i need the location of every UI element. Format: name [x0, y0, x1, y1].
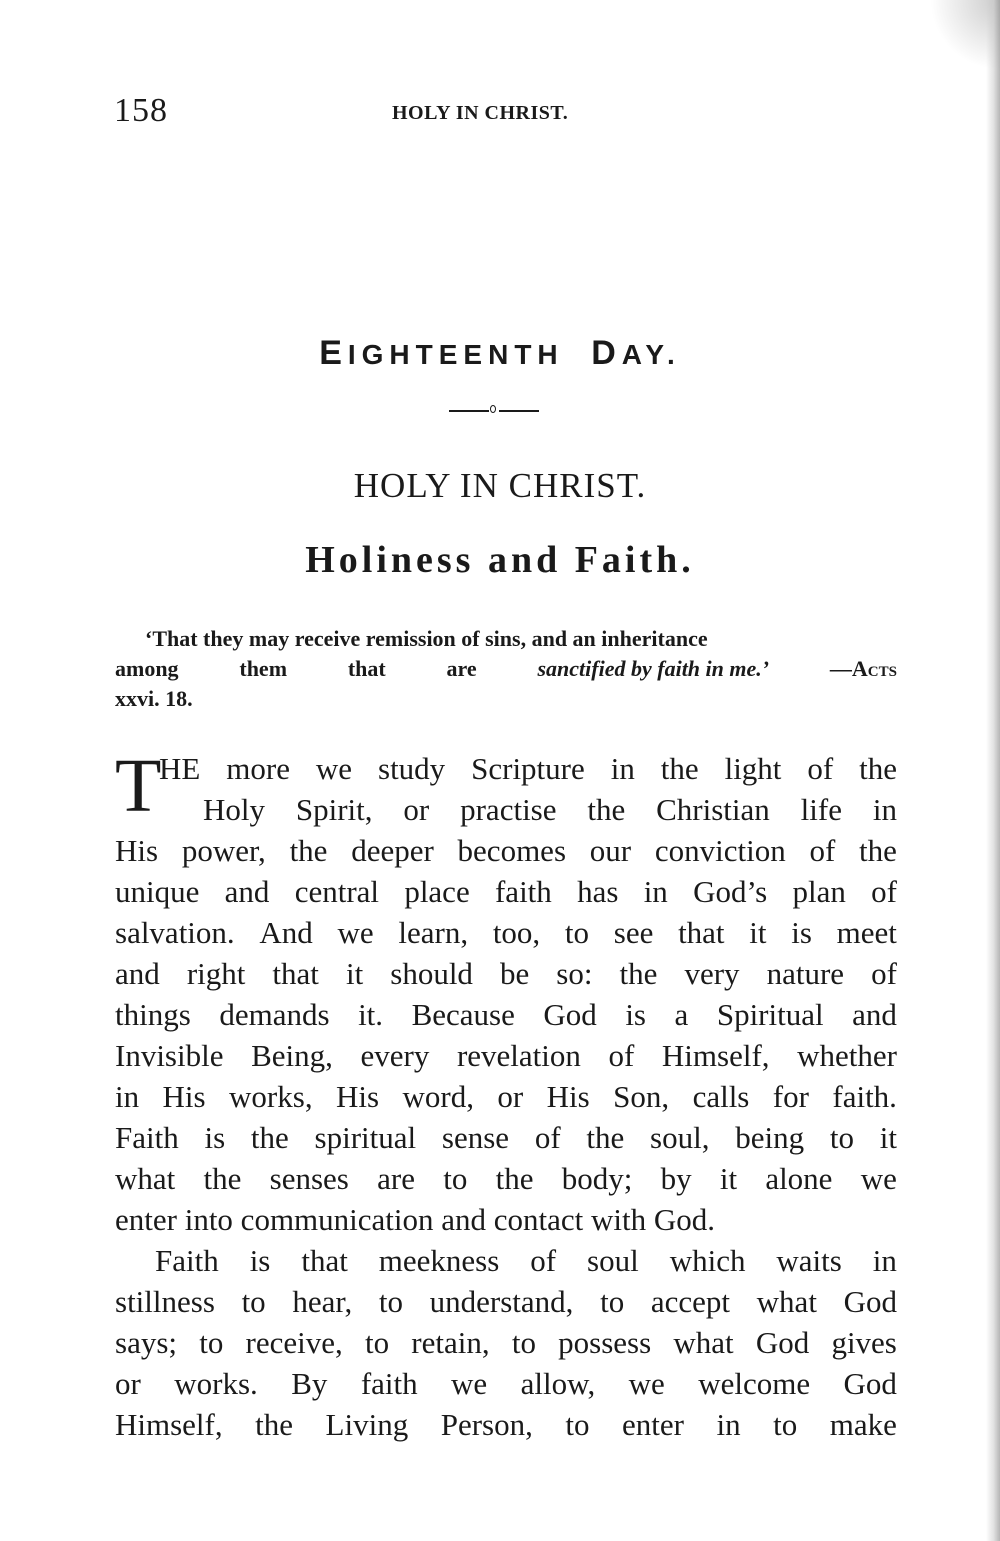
word: calls [692, 1079, 750, 1114]
text-line [115, 871, 897, 912]
word: the [859, 751, 897, 786]
word: we [315, 751, 353, 786]
word: so: [556, 956, 593, 991]
word: has [577, 874, 619, 909]
word: by [660, 1161, 692, 1196]
word: God [755, 1325, 810, 1360]
word: and [115, 956, 160, 991]
word: of [534, 1120, 561, 1155]
text-line: enter into communication and contact with God. [115, 1202, 716, 1237]
text-line [115, 994, 897, 1035]
word: unique [115, 874, 200, 909]
word: of [871, 956, 897, 991]
divider-line-left [449, 410, 489, 412]
word: Faith [155, 1243, 219, 1278]
word: the [587, 792, 626, 827]
word: faith. [832, 1079, 897, 1114]
word: His [336, 1079, 380, 1114]
word: every [360, 1038, 430, 1073]
word: Holy [203, 792, 265, 827]
word: the [859, 833, 897, 868]
word: plan [792, 874, 846, 909]
day-heading-cap-2: D [591, 334, 622, 372]
epigraph [115, 624, 897, 714]
word: Because [411, 997, 515, 1032]
word: or [497, 1079, 524, 1114]
word: in [716, 1407, 741, 1442]
word: hear, [292, 1284, 353, 1319]
word: HE [159, 751, 201, 786]
word: Spiritual [716, 997, 824, 1032]
body-text [115, 744, 897, 1445]
word: in [115, 1079, 140, 1114]
text-line [115, 1404, 897, 1445]
word: to [600, 1284, 625, 1319]
word: we [451, 1366, 488, 1401]
word: place [404, 874, 470, 909]
word: our [589, 833, 632, 868]
epigraph-word: them [239, 656, 288, 681]
word: to [565, 1407, 590, 1442]
word: Person, [440, 1407, 533, 1442]
word: understand, [429, 1284, 574, 1319]
word: the [255, 1407, 294, 1442]
word: is [204, 1120, 226, 1155]
text-line [115, 1158, 897, 1199]
word: enter [622, 1407, 684, 1442]
word: nature [766, 956, 845, 991]
word: in [872, 1243, 897, 1278]
word: it [749, 915, 767, 950]
word: of [807, 751, 834, 786]
word: God’s [693, 874, 768, 909]
word: is [791, 915, 812, 950]
word: more [226, 751, 290, 786]
word: faith [360, 1366, 418, 1401]
word: the [495, 1161, 534, 1196]
word: power, [181, 833, 266, 868]
word: Faith [115, 1120, 179, 1155]
drop-cap: T [115, 744, 162, 828]
word: what [673, 1325, 734, 1360]
text-line [115, 1117, 897, 1158]
chapter-title: HOLY IN CHRIST. [353, 466, 647, 505]
word: body; [561, 1161, 633, 1196]
word: make [829, 1407, 897, 1442]
word: the [289, 833, 328, 868]
word: of [871, 874, 897, 909]
word: we [337, 915, 374, 950]
word: conviction [654, 833, 786, 868]
word: Being, [251, 1038, 333, 1073]
word: to [773, 1407, 798, 1442]
word: accept [650, 1284, 731, 1319]
word: that [272, 956, 319, 991]
word: says; [115, 1325, 177, 1360]
word: His [115, 833, 159, 868]
word: Himself, [115, 1407, 223, 1442]
word: His [162, 1079, 206, 1114]
word: it [719, 1161, 738, 1196]
word: spiritual [314, 1120, 417, 1155]
word: soul, [650, 1120, 710, 1155]
word: what [756, 1284, 817, 1319]
word: to [241, 1284, 266, 1319]
word: or [403, 792, 430, 827]
word: to [511, 1325, 536, 1360]
word: meekness [378, 1243, 500, 1278]
word: to [564, 915, 590, 950]
epigraph-emphasis: sanctified by faith in me.’ [537, 656, 770, 681]
word: of [608, 1038, 635, 1073]
word: welcome [698, 1366, 811, 1401]
word: deeper [351, 833, 434, 868]
word: By [291, 1366, 328, 1401]
word: senses [269, 1161, 349, 1196]
word: of [809, 833, 836, 868]
word: for [772, 1079, 809, 1114]
word: things [115, 997, 191, 1032]
word: in [872, 792, 897, 827]
divider-ornament-icon [490, 405, 496, 413]
word: see [613, 915, 654, 950]
word: is [625, 997, 646, 1032]
text-line [115, 953, 897, 994]
word: Son, [613, 1079, 670, 1114]
word: Scripture [471, 751, 585, 786]
word: learn, [398, 915, 469, 950]
word: is [249, 1243, 271, 1278]
running-head [114, 92, 874, 132]
word: to [378, 1284, 403, 1319]
day-heading-word-1: IGHTEENTH [347, 339, 564, 370]
chapter-subtitle: Holiness and Faith. [305, 539, 695, 581]
word: Christian [656, 792, 770, 827]
word: God [543, 997, 597, 1032]
word: what [115, 1161, 176, 1196]
word: that [678, 915, 725, 950]
running-title: HOLY IN CHRIST. [392, 102, 569, 124]
word: to [199, 1325, 224, 1360]
word: of [530, 1243, 557, 1278]
word: faith [494, 874, 552, 909]
text-line [115, 830, 897, 871]
epigraph-line-3: xxvi. 18. [115, 686, 193, 711]
word: Himself, [661, 1038, 770, 1073]
text-line [115, 789, 897, 830]
word: be [499, 956, 530, 991]
word: being [735, 1120, 805, 1155]
word: practise [460, 792, 557, 827]
word: it [345, 956, 364, 991]
word: the [586, 1120, 625, 1155]
word: to [364, 1325, 390, 1360]
word: becomes [457, 833, 567, 868]
word: works, [229, 1079, 313, 1114]
text-line [115, 912, 897, 953]
word: alone [765, 1161, 833, 1196]
word: are [377, 1161, 415, 1196]
word: waits [776, 1243, 842, 1278]
word: word, [402, 1079, 474, 1114]
word: And [259, 915, 313, 950]
epigraph-word: among [115, 656, 179, 681]
word: study [378, 751, 446, 786]
word: that [301, 1243, 348, 1278]
ornament-divider [449, 404, 539, 416]
word: allow, [520, 1366, 596, 1401]
word: and [852, 997, 897, 1032]
text-line [115, 1240, 897, 1281]
word: Living [325, 1407, 409, 1442]
word: and [224, 874, 270, 909]
word: the [619, 956, 658, 991]
word: very [684, 956, 740, 991]
word: possess [558, 1325, 652, 1360]
page-edge-shadow [986, 0, 1000, 1541]
word: or [115, 1366, 141, 1401]
word: too, [492, 915, 541, 950]
page-number: 158 [114, 92, 168, 129]
word: the [250, 1120, 289, 1155]
day-heading-cap-1: E [319, 334, 348, 372]
word: meet [836, 915, 897, 950]
word: in [643, 874, 668, 909]
word: whether [797, 1038, 897, 1073]
word: central [294, 874, 380, 909]
word: a [674, 997, 689, 1032]
word: receive, [245, 1325, 343, 1360]
word: it. [358, 997, 384, 1032]
epigraph-word: are [446, 656, 477, 681]
word: which [669, 1243, 746, 1278]
word: revelation [456, 1038, 581, 1073]
word: we [860, 1161, 897, 1196]
word: we [628, 1366, 665, 1401]
word: to [829, 1120, 854, 1155]
word: right [186, 956, 246, 991]
word: retain, [411, 1325, 490, 1360]
word: stillness [115, 1284, 215, 1319]
text-line [115, 1035, 897, 1076]
word: should [390, 956, 473, 991]
word: it [879, 1120, 897, 1155]
epigraph-reference: —Acts [829, 656, 897, 681]
word: sense [441, 1120, 510, 1155]
word: salvation. [115, 915, 235, 950]
text-line [115, 1076, 897, 1117]
text-line [115, 1281, 897, 1322]
word: His [546, 1079, 590, 1114]
word: God [843, 1366, 897, 1401]
text-line [115, 1322, 897, 1363]
divider-line-right [499, 410, 539, 412]
word: works. [174, 1366, 258, 1401]
word: to [443, 1161, 468, 1196]
word: Invisible [115, 1038, 224, 1073]
epigraph-line-2 [115, 654, 897, 684]
word: life [800, 792, 842, 827]
word: light [724, 751, 782, 786]
word: God [843, 1284, 897, 1319]
word: Spirit, [295, 792, 373, 827]
text-line [115, 748, 897, 789]
word: in [610, 751, 635, 786]
epigraph-word: that [347, 656, 386, 681]
text-line [115, 1363, 897, 1404]
epigraph-line-1: ‘That they may receive remission of sins, and an inheritance [145, 626, 708, 651]
day-heading [0, 334, 1000, 373]
word: soul [587, 1243, 639, 1278]
word: the [660, 751, 699, 786]
word: gives [831, 1325, 897, 1360]
day-heading-word-2: AY. [621, 339, 681, 370]
word: demands [219, 997, 330, 1032]
word: the [203, 1161, 242, 1196]
